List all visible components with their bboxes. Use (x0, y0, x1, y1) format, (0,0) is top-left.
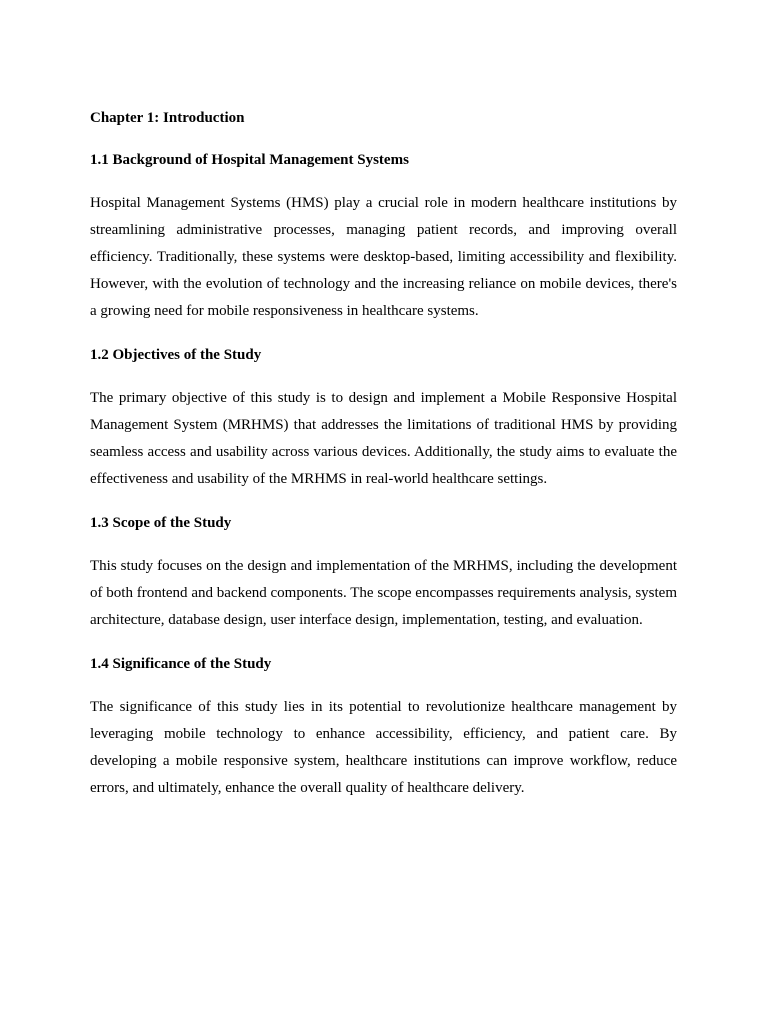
section-heading-objectives: 1.2 Objectives of the Study (90, 347, 262, 363)
section-heading-background: 1.1 Background of Hospital Management Systems (90, 152, 409, 168)
section-paragraph-objectives: The primary objective of this study is to design and implement a Mobile Responsive Hospital Management System (MRHMS) that addresses the limitations of traditional HMS by providing seamless access and usability across various devices. Additionally, the study aims to evaluate the effectiveness and usability of the MRHMS in real-world healthcare settings. (90, 390, 677, 487)
section-heading-significance: 1.4 Significance of the Study (90, 656, 272, 672)
section-heading-scope: 1.3 Scope of the Study (90, 515, 232, 531)
section-paragraph-scope: This study focuses on the design and implementation of the MRHMS, including the development of both frontend and backend components. The scope encompasses requirements analysis, system architecture, database design, user interface design, implementation, testing, and evaluation. (90, 558, 677, 628)
chapter-title: Chapter 1: Introduction (90, 110, 245, 126)
section-paragraph-significance: The significance of this study lies in its potential to revolutionize healthcare management by leveraging mobile technology to enhance accessibility, efficiency, and patient care. By developing a mobile responsive system, healthcare institutions can improve workflow, reduce errors, and ultimately, enhance the overall quality of healthcare delivery. (90, 699, 677, 796)
section-paragraph-background: Hospital Management Systems (HMS) play a crucial role in modern healthcare institutions by streamlining administrative processes, managing patient records, and improving overall efficiency. Traditionally, these systems were desktop-based, limiting accessibility and flexibility. However, with the evolution of technology and the increasing reliance on mobile devices, there's a growing need for mobile responsiveness in healthcare systems. (90, 195, 677, 319)
document-page (90, 108, 677, 822)
